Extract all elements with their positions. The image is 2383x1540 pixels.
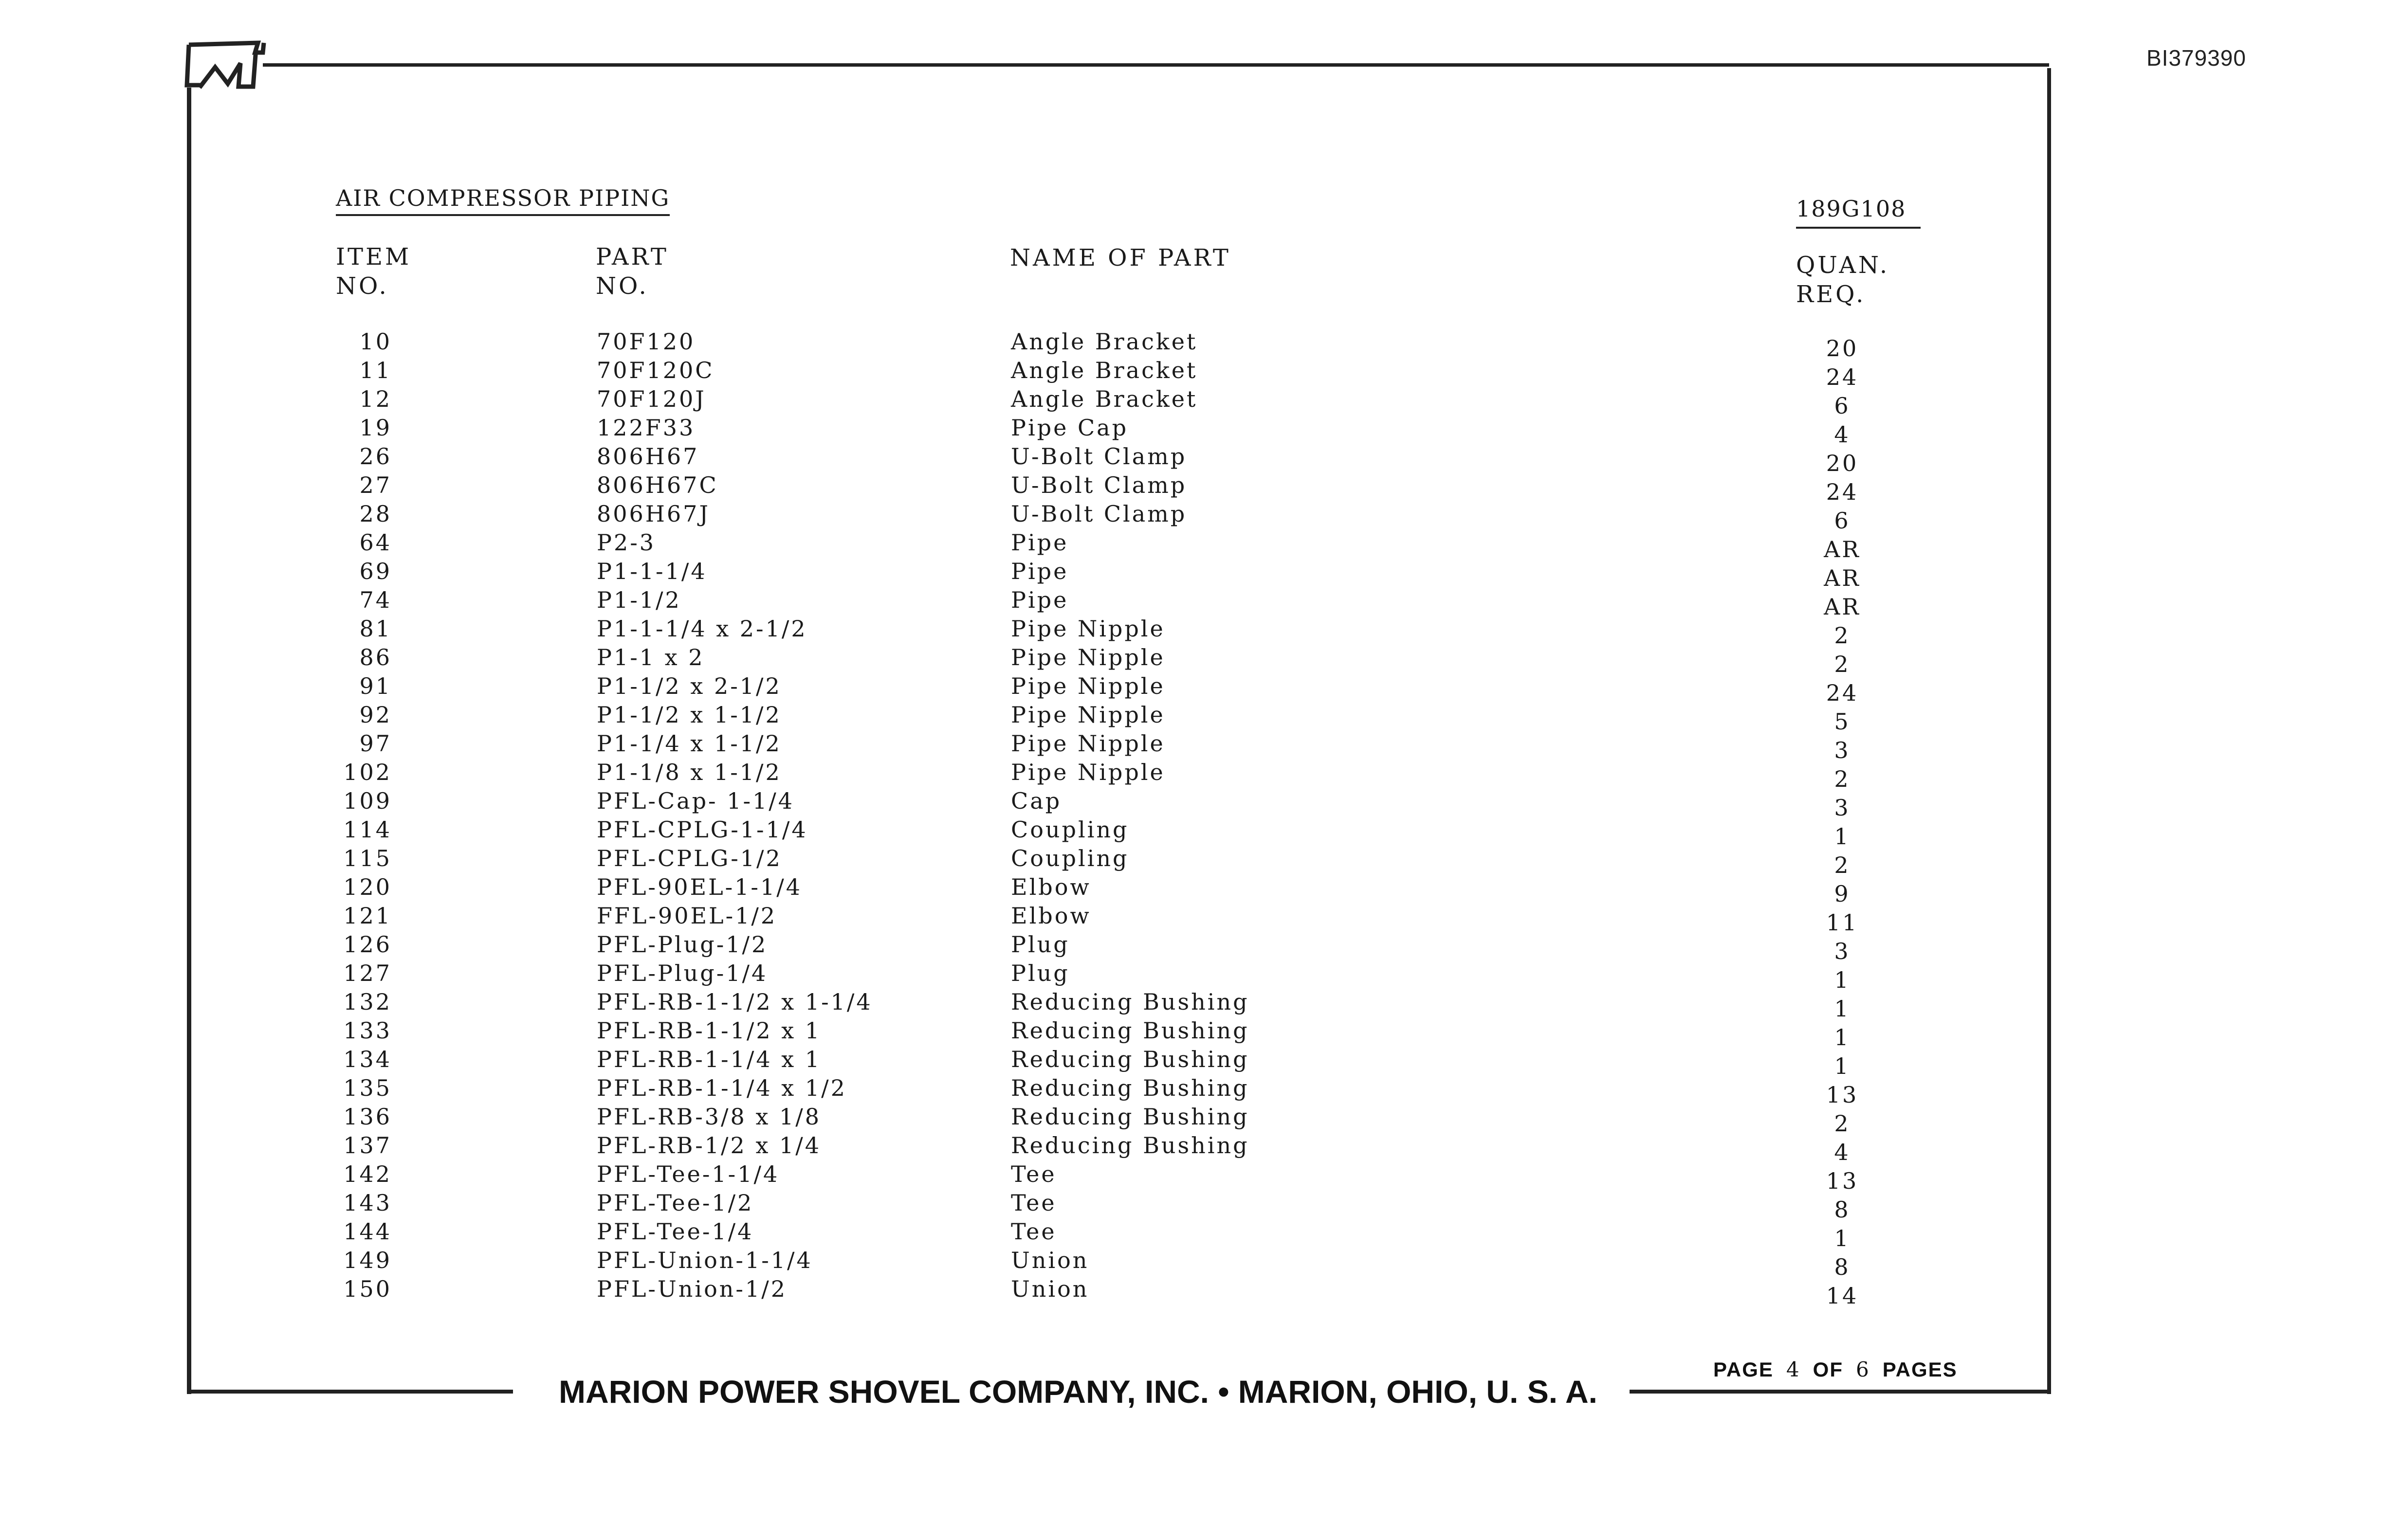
item-no-cell: 120: [343, 874, 392, 900]
table-row: [0, 1218, 2383, 1251]
part-name-cell: Pipe Nipple: [1011, 644, 1165, 670]
item-no-cell: 91: [359, 673, 392, 699]
part-name-cell: Elbow: [1011, 874, 1091, 900]
item-no-cell: 102: [343, 759, 392, 785]
part-name-cell: Pipe: [1011, 558, 1069, 584]
part-no-cell: PFL-Union-1-1/4: [597, 1247, 813, 1273]
part-name-cell: Reducing Bushing: [1011, 1046, 1249, 1072]
drawing-number: 189G108: [1796, 196, 1921, 229]
part-name-cell: Pipe: [1011, 529, 1069, 556]
quantity-cell: 4: [1834, 421, 1851, 448]
part-no-cell: PFL-RB-1-1/2 x 1-1/4: [597, 989, 873, 1015]
table-row: [0, 1075, 2383, 1108]
table-row: [0, 386, 2383, 419]
quantity-cell: AR: [1824, 594, 1861, 620]
part-no-cell: PFL-Cap- 1-1/4: [597, 788, 795, 814]
item-no-cell: 26: [359, 443, 392, 470]
quantity-cell: 2: [1834, 651, 1851, 677]
part-name-cell: Reducing Bushing: [1011, 1017, 1249, 1044]
part-name-cell: Pipe Cap: [1011, 415, 1129, 441]
table-row: [0, 1276, 2383, 1309]
quantity-cell: AR: [1824, 536, 1861, 562]
frame-bottom-border-right: [1630, 1390, 2051, 1394]
table-row: [0, 874, 2383, 907]
part-name-cell: Pipe Nipple: [1011, 616, 1165, 642]
item-no-cell: 144: [343, 1218, 392, 1245]
quantity-cell: 4: [1834, 1139, 1851, 1165]
quantity-cell: 3: [1834, 938, 1851, 964]
table-row: [0, 1247, 2383, 1280]
part-no-cell: P1-1/2 x 1-1/2: [597, 702, 782, 728]
item-no-cell: 28: [359, 501, 392, 527]
item-no-cell: 126: [343, 931, 392, 958]
page-indicator: [1713, 1358, 1958, 1381]
table-row: [0, 443, 2383, 476]
item-no-cell: 149: [343, 1247, 392, 1273]
item-no-cell: 115: [343, 845, 392, 871]
table-row: [0, 357, 2383, 390]
part-no-cell: P2-3: [597, 529, 656, 556]
item-no-cell: 143: [343, 1190, 392, 1216]
part-name-cell: Pipe Nipple: [1011, 673, 1165, 699]
quantity-cell: 2: [1834, 766, 1851, 792]
table-row: [0, 558, 2383, 591]
quantity-cell: 2: [1834, 1110, 1851, 1137]
part-no-cell: PFL-Union-1/2: [597, 1276, 787, 1302]
part-no-cell: 122F33: [597, 415, 696, 441]
item-no-cell: 135: [343, 1075, 392, 1101]
table-row: [0, 1132, 2383, 1165]
item-no-cell: 132: [343, 989, 392, 1015]
quantity-cell: 3: [1834, 795, 1851, 821]
quantity-cell: 1: [1834, 996, 1851, 1022]
part-no-cell: P1-1-1/4: [597, 558, 707, 584]
quantity-cell: 13: [1826, 1168, 1859, 1194]
part-no-cell: PFL-Plug-1/2: [597, 931, 768, 958]
quantity-cell: 14: [1826, 1283, 1859, 1309]
part-name-cell: Pipe Nipple: [1011, 759, 1165, 785]
table-row: [0, 1046, 2383, 1079]
part-name-cell: Plug: [1011, 931, 1070, 958]
table-row: [0, 1104, 2383, 1137]
item-no-cell: 27: [359, 472, 392, 498]
company-footer: MARION POWER SHOVEL COMPANY, INC. • MARION, OHIO, U. S. A.: [559, 1374, 1598, 1410]
item-no-cell: 137: [343, 1132, 392, 1159]
part-no-cell: P1-1/8 x 1-1/2: [597, 759, 782, 785]
pages-label: PAGES: [1882, 1358, 1958, 1381]
section-title: AIR COMPRESSOR PIPING: [336, 185, 670, 216]
part-no-cell: PFL-Plug-1/4: [597, 960, 768, 986]
part-name-cell: Elbow: [1011, 903, 1091, 929]
item-no-cell: 97: [359, 730, 392, 757]
item-no-cell: 150: [343, 1276, 392, 1302]
page-label: PAGE: [1713, 1358, 1774, 1381]
part-name-cell: U-Bolt Clamp: [1011, 501, 1187, 527]
part-name-cell: Reducing Bushing: [1011, 989, 1249, 1015]
item-no-cell: 81: [359, 616, 392, 642]
item-no-cell: 74: [359, 587, 392, 613]
table-row: [0, 989, 2383, 1022]
part-name-cell: Tee: [1011, 1190, 1057, 1216]
marion-logo-icon: [180, 39, 268, 92]
table-row: [0, 529, 2383, 562]
part-no-cell: P1-1/2 x 2-1/2: [597, 673, 782, 699]
quantity-cell: 11: [1826, 909, 1859, 936]
part-name-cell: U-Bolt Clamp: [1011, 472, 1187, 498]
part-no-cell: 806H67J: [597, 501, 710, 527]
part-name-cell: Angle Bracket: [1011, 386, 1198, 412]
item-no-cell: 114: [343, 816, 392, 843]
part-no-cell: PFL-90EL-1-1/4: [597, 874, 803, 900]
quantity-cell: AR: [1824, 565, 1861, 591]
part-name-cell: Angle Bracket: [1011, 328, 1198, 355]
column-header-item-no: ITEM NO.: [336, 243, 412, 300]
part-no-cell: PFL-Tee-1/4: [597, 1218, 754, 1245]
quantity-cell: 8: [1834, 1196, 1851, 1223]
item-no-cell: 19: [359, 415, 392, 441]
table-row: [0, 1190, 2383, 1223]
part-no-cell: PFL-RB-1/2 x 1/4: [597, 1132, 822, 1159]
item-no-cell: 11: [359, 357, 392, 383]
table-row: [0, 845, 2383, 878]
item-no-cell: 136: [343, 1104, 392, 1130]
quantity-cell: 3: [1834, 737, 1851, 763]
item-no-cell: 121: [343, 903, 392, 929]
parts-list: [0, 328, 2383, 1309]
part-no-cell: PFL-CPLG-1/2: [597, 845, 782, 871]
quantity-cell: 1: [1834, 1053, 1851, 1079]
frame-top-border: [263, 63, 2049, 67]
column-header-quantity: QUAN. REQ.: [1796, 252, 1890, 308]
quantity-cell: 1: [1834, 1024, 1851, 1051]
table-row: [0, 587, 2383, 620]
table-row: [0, 1161, 2383, 1194]
part-no-cell: 806H67: [597, 443, 699, 470]
part-name-cell: Pipe Nipple: [1011, 730, 1165, 757]
quantity-cell: 13: [1826, 1082, 1859, 1108]
quantity-cell: 8: [1834, 1254, 1851, 1280]
part-name-cell: Angle Bracket: [1011, 357, 1198, 383]
part-name-cell: U-Bolt Clamp: [1011, 443, 1187, 470]
table-row: [0, 816, 2383, 850]
item-no-cell: 142: [343, 1161, 392, 1187]
quantity-cell: 5: [1834, 708, 1851, 735]
item-no-cell: 127: [343, 960, 392, 986]
part-no-cell: 70F120C: [597, 357, 715, 383]
part-no-cell: P1-1-1/4 x 2-1/2: [597, 616, 807, 642]
part-no-cell: PFL-Tee-1-1/4: [597, 1161, 780, 1187]
quantity-cell: 24: [1826, 680, 1859, 706]
part-no-cell: P1-1/4 x 1-1/2: [597, 730, 782, 757]
table-row: [0, 673, 2383, 706]
quantity-cell: 9: [1834, 881, 1851, 907]
table-row: [0, 931, 2383, 964]
part-name-cell: Pipe: [1011, 587, 1069, 613]
part-name-cell: Tee: [1011, 1218, 1057, 1245]
part-no-cell: PFL-CPLG-1-1/4: [597, 816, 808, 843]
item-no-cell: 92: [359, 702, 392, 728]
item-no-cell: 64: [359, 529, 392, 556]
item-no-cell: 86: [359, 644, 392, 670]
table-row: [0, 644, 2383, 677]
quantity-cell: 1: [1834, 1225, 1851, 1251]
quantity-cell: 24: [1826, 364, 1859, 390]
table-row: [0, 472, 2383, 505]
quantity-cell: 1: [1834, 967, 1851, 993]
part-no-cell: PFL-Tee-1/2: [597, 1190, 754, 1216]
part-no-cell: P1-1/2: [597, 587, 681, 613]
column-header-name-of-part: NAME OF PART: [1010, 244, 1231, 272]
table-row: [0, 759, 2383, 792]
quantity-cell: 2: [1834, 622, 1851, 649]
table-row: [0, 788, 2383, 821]
part-no-cell: P1-1 x 2: [597, 644, 705, 670]
item-no-cell: 10: [359, 328, 392, 355]
part-no-cell: 806H67C: [597, 472, 718, 498]
of-label: OF: [1813, 1358, 1843, 1381]
part-name-cell: Cap: [1011, 788, 1062, 814]
table-row: [0, 616, 2383, 649]
part-no-cell: PFL-RB-1-1/4 x 1: [597, 1046, 822, 1072]
table-row: [0, 415, 2383, 448]
part-name-cell: Union: [1011, 1247, 1089, 1273]
part-no-cell: PFL-RB-3/8 x 1/8: [597, 1104, 822, 1130]
part-name-cell: Pipe Nipple: [1011, 702, 1165, 728]
table-row: [0, 960, 2383, 993]
table-row: [0, 1017, 2383, 1051]
item-no-cell: 109: [343, 788, 392, 814]
part-name-cell: Reducing Bushing: [1011, 1075, 1249, 1101]
quantity-cell: 2: [1834, 852, 1851, 878]
part-name-cell: Plug: [1011, 960, 1070, 986]
document-code: BI379390: [2146, 45, 2246, 71]
quantity-cell: 24: [1826, 479, 1859, 505]
part-name-cell: Reducing Bushing: [1011, 1132, 1249, 1159]
page-current: 4: [1786, 1358, 1800, 1381]
part-no-cell: PFL-RB-1-1/2 x 1: [597, 1017, 822, 1044]
table-row: [0, 730, 2383, 763]
item-no-cell: 133: [343, 1017, 392, 1044]
quantity-cell: 20: [1826, 450, 1859, 476]
item-no-cell: 12: [359, 386, 392, 412]
part-no-cell: 70F120J: [597, 386, 706, 412]
column-header-part-no: PART NO.: [596, 243, 669, 300]
table-row: [0, 501, 2383, 534]
item-no-cell: 69: [359, 558, 392, 584]
part-no-cell: FFL-90EL-1/2: [597, 903, 777, 929]
frame-bottom-border-left: [187, 1390, 513, 1394]
part-no-cell: 70F120: [597, 328, 696, 355]
table-row: [0, 702, 2383, 735]
quantity-cell: 6: [1834, 393, 1851, 419]
page-total: 6: [1855, 1358, 1870, 1381]
part-name-cell: Tee: [1011, 1161, 1057, 1187]
part-name-cell: Union: [1011, 1276, 1089, 1302]
part-name-cell: Coupling: [1011, 816, 1129, 843]
table-row: [0, 328, 2383, 362]
table-row: [0, 903, 2383, 936]
quantity-cell: 20: [1826, 335, 1859, 362]
quantity-cell: 1: [1834, 823, 1851, 850]
item-no-cell: 134: [343, 1046, 392, 1072]
part-no-cell: PFL-RB-1-1/4 x 1/2: [597, 1075, 847, 1101]
part-name-cell: Coupling: [1011, 845, 1129, 871]
part-name-cell: Reducing Bushing: [1011, 1104, 1249, 1130]
quantity-cell: 6: [1834, 507, 1851, 534]
